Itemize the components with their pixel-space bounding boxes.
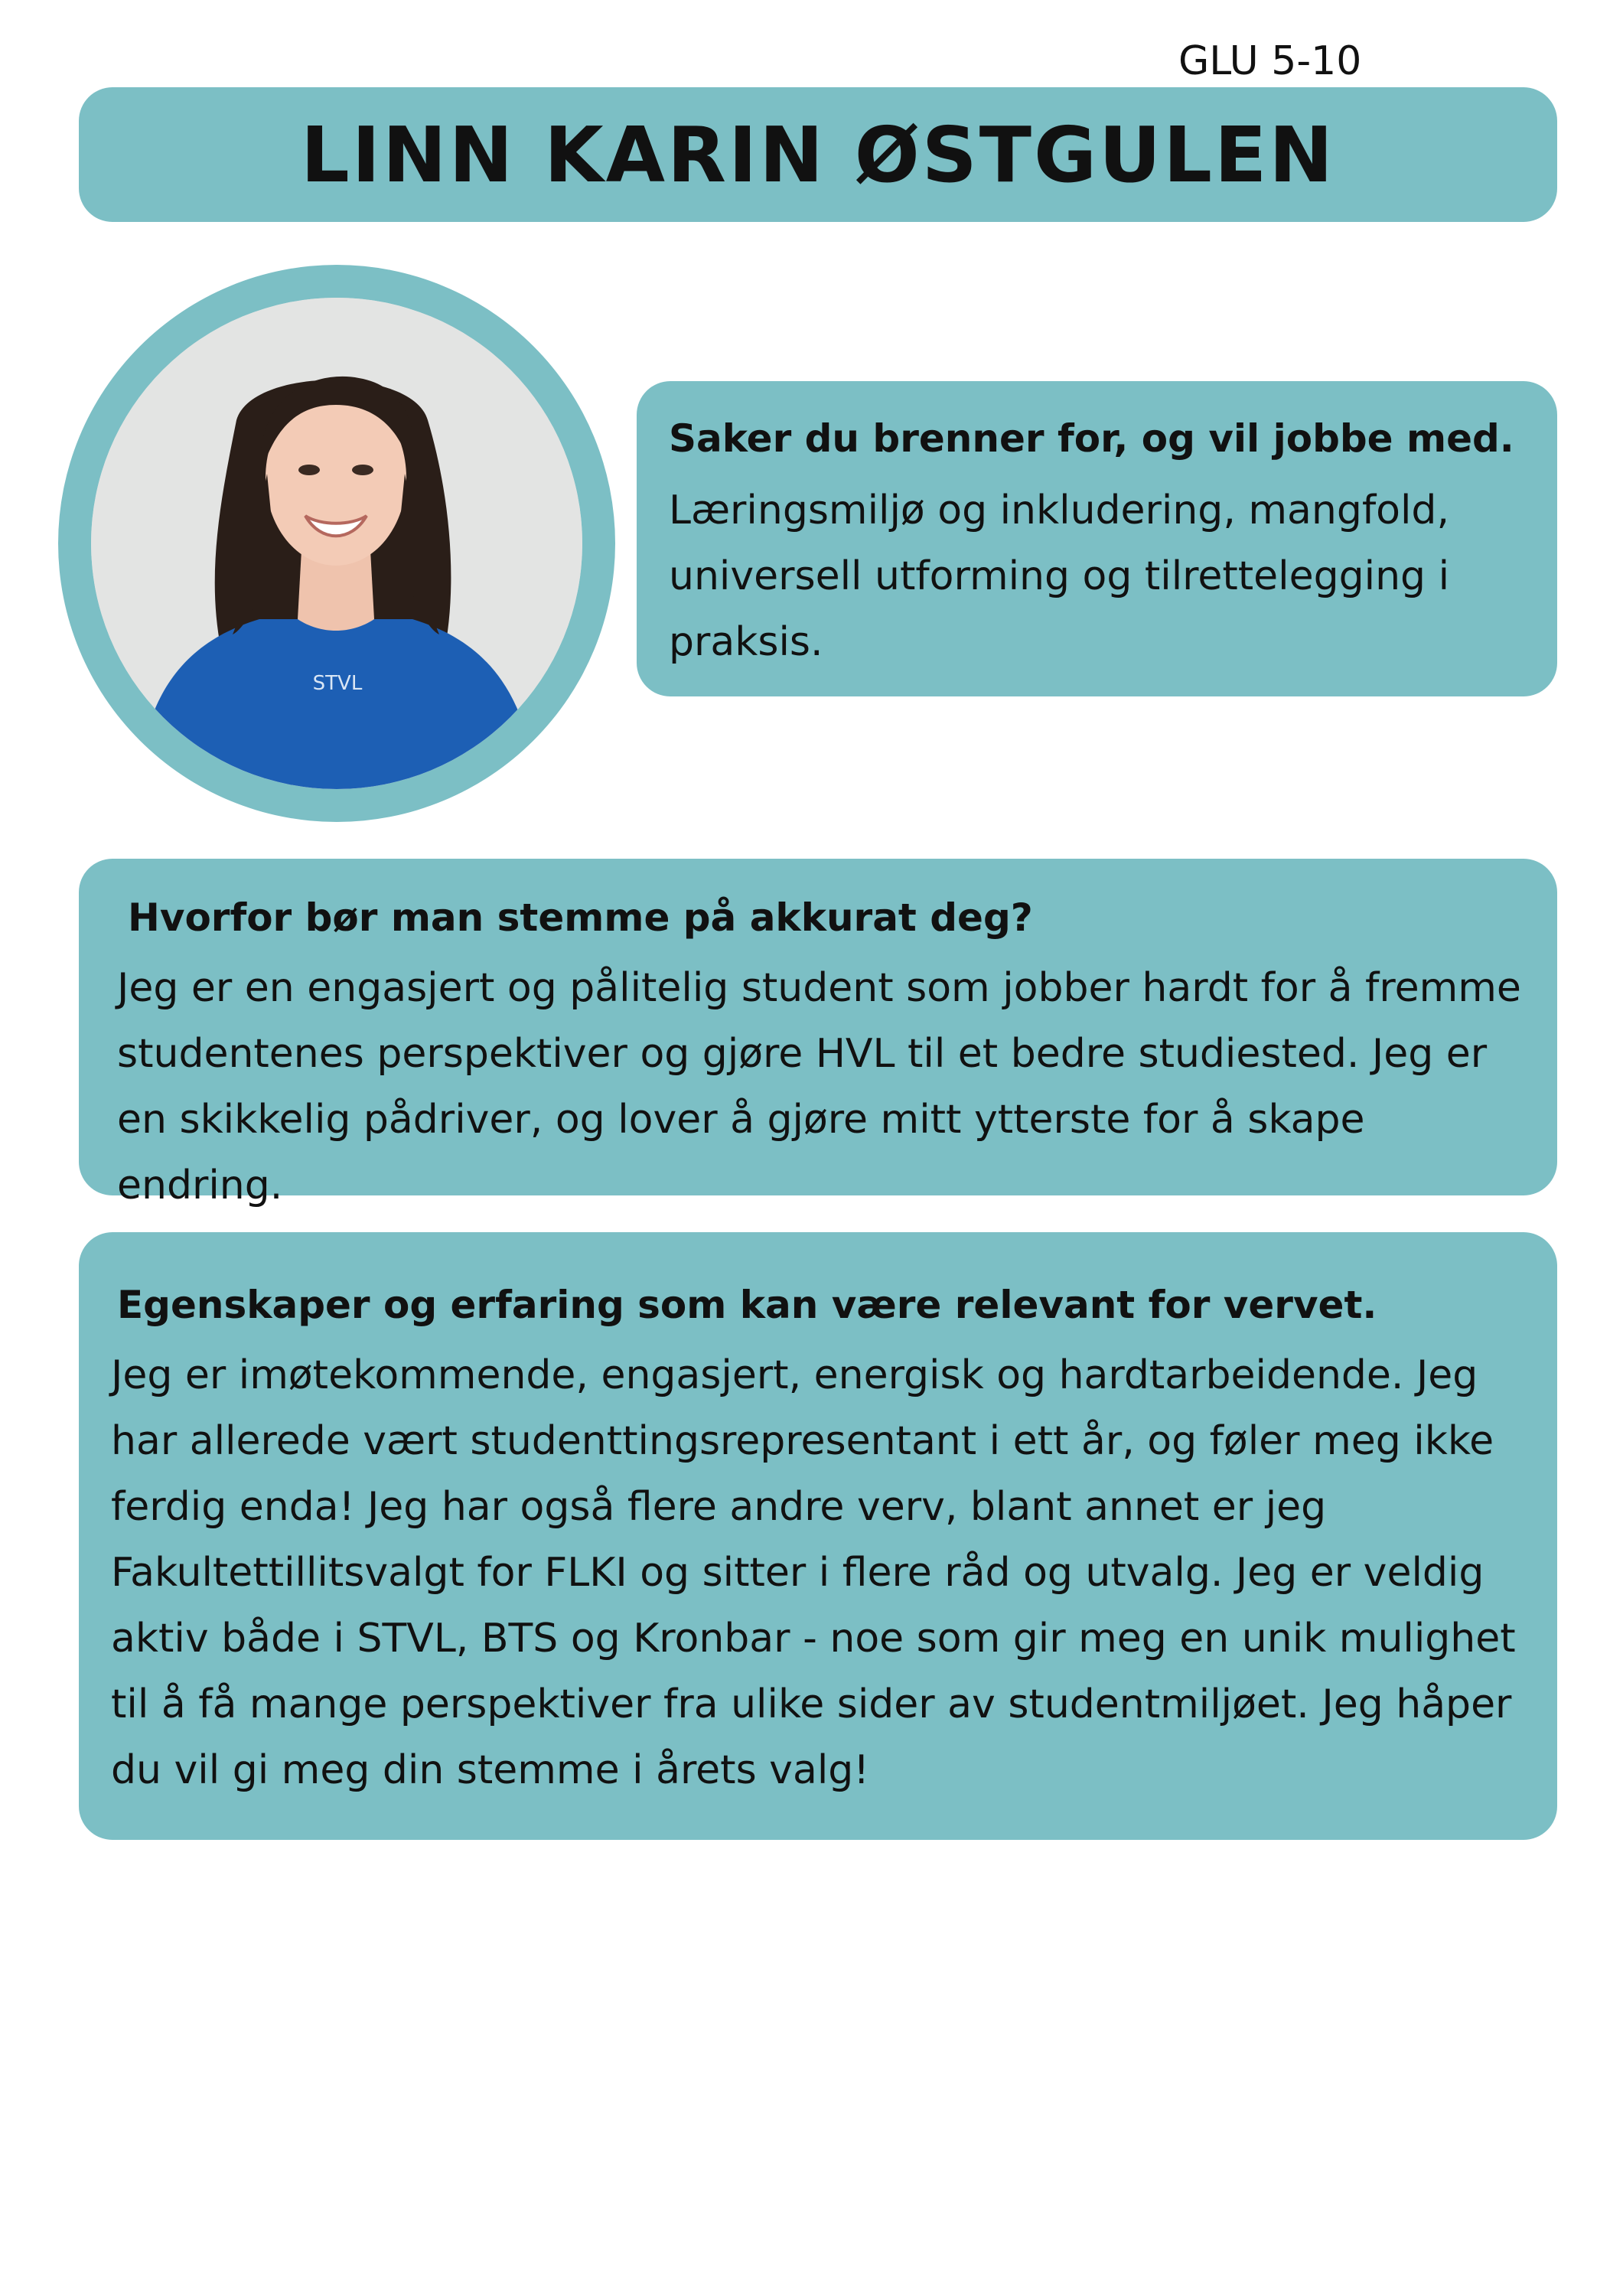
why-vote-body: Jeg er en engasjert og pålitelig student som jobber hardt for å fremme studentenes perspektiver og gjøre HVL til et bedre studiested. Jeg er en skikkelig pådriver, og lover å gjøre mitt ytterste for å skape endring. <box>117 965 1521 1208</box>
shirt-print-text: STVL <box>312 672 363 695</box>
experience-body: Jeg er imøtekommende, engasjert, energisk og hardtarbeidende. Jeg har allerede vært studenttingsrepresentant i ett år, og føler meg ikke ferdig enda! Jeg har også flere andre verv, blant annet er jeg Fakultettillitsvalgt for FLKI og sitter i flere råd og utvalg. Jeg er veldig aktiv både i STVL, BTS og Kronbar - noe som gir meg en unik mulighet til å få mange perspektiver fra ulike sider av studentmiljøet. Jeg håper du vil gi meg din stemme i årets valg! <box>111 1352 1516 1793</box>
issues-heading: Saker du brenner for, og vil jobbe med. <box>669 416 1514 461</box>
portrait-illustration <box>91 298 582 789</box>
program-code: GLU 5-10 <box>1178 38 1362 84</box>
issues-card <box>637 381 1557 696</box>
experience-card <box>79 1232 1557 1840</box>
why-vote-card <box>79 859 1557 1208</box>
portrait-frame <box>58 265 615 822</box>
issues-body: Læringsmiljø og inkludering, mangfold, universell utforming og tilrettelegging i praksis. <box>669 488 1450 665</box>
experience-heading: Egenskaper og erfaring som kan være relevant for vervet. <box>117 1283 1377 1327</box>
candidate-name: LINN KARIN ØSTGULEN <box>301 109 1335 200</box>
why-vote-heading: Hvorfor bør man stemme på akkurat deg? <box>128 895 1033 940</box>
name-banner <box>79 87 1557 222</box>
candidate-photo <box>91 298 582 789</box>
